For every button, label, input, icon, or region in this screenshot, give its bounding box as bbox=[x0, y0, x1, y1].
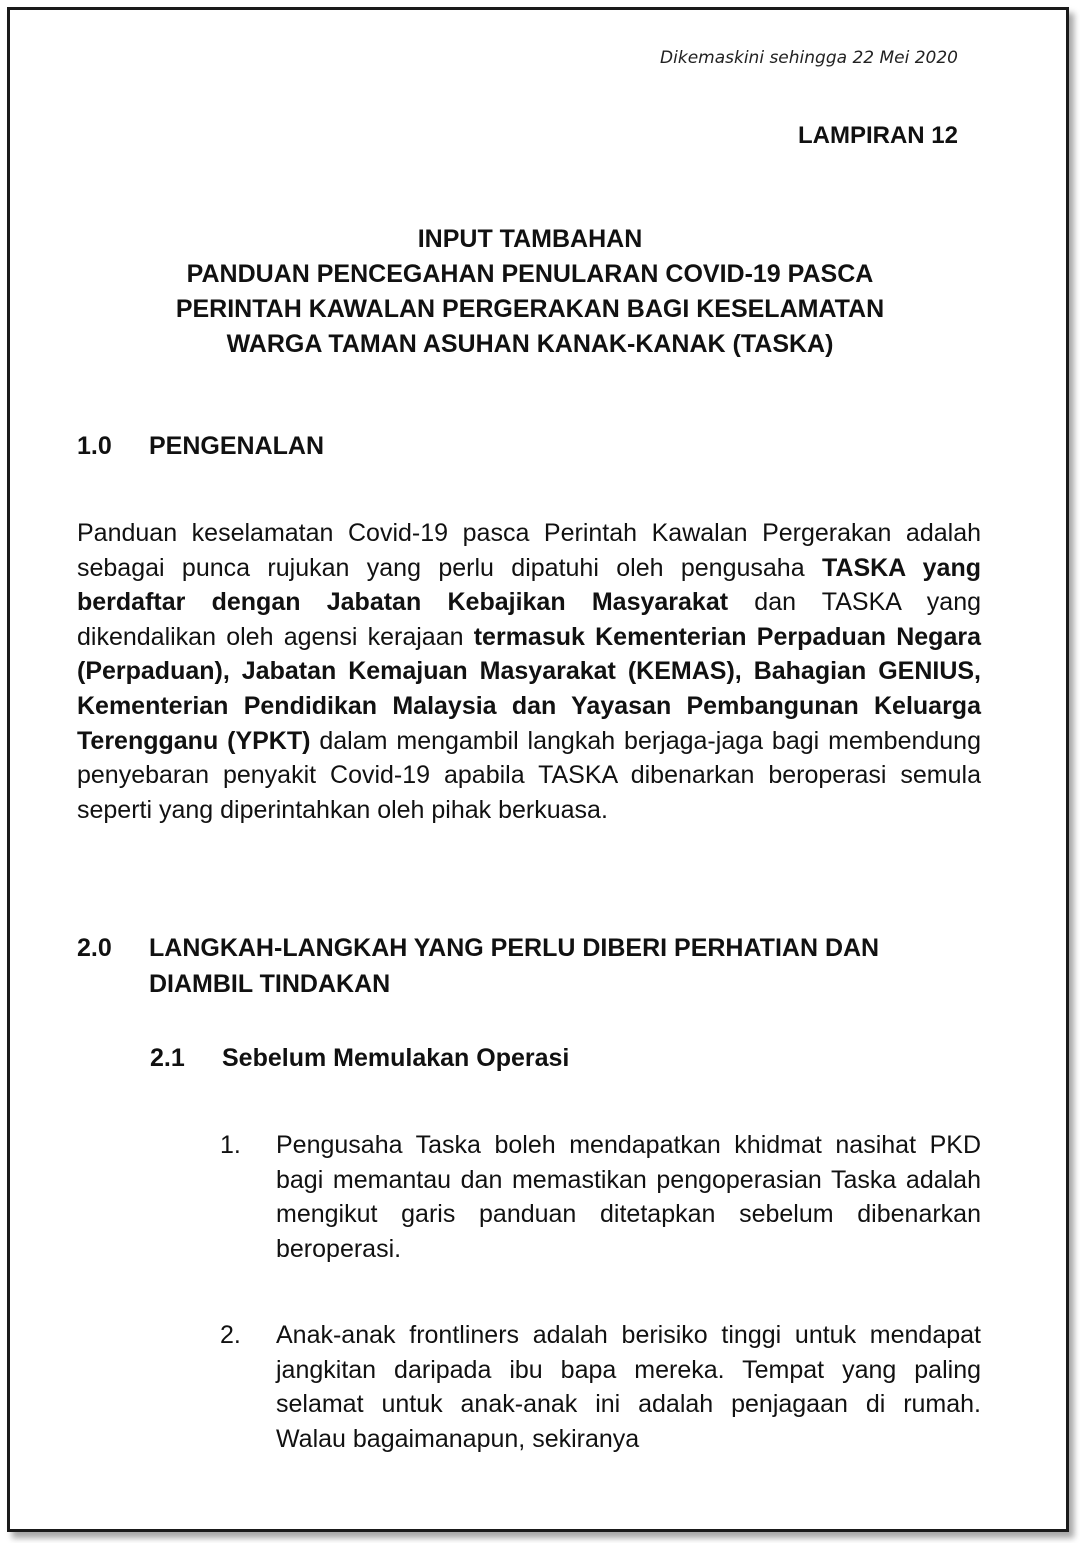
paragraph-text: dalam mengambil langkah berjaga-jaga bagi membendung penyebaran penyakit Covid-19 apabila TASKA dibenarkan beroperasi semula seperti yang diperintahkan oleh pihak berkuasa. bbox=[77, 726, 981, 824]
section-title: PENGENALAN bbox=[149, 432, 325, 460]
title-line: PANDUAN PENCEGAHAN PENULARAN COVID-19 PASCA bbox=[186, 260, 874, 288]
annex-label: LAMPIRAN 12 bbox=[797, 122, 958, 149]
intro-paragraph bbox=[77, 516, 981, 827]
subsection-heading bbox=[150, 1040, 850, 1080]
section-number: 2.0 bbox=[77, 934, 112, 962]
title-line: PERINTAH KAWALAN PERGERAKAN BAGI KESELAMATAN bbox=[175, 295, 885, 323]
subsection-title: Sebelum Memulakan Operasi bbox=[222, 1044, 570, 1072]
title-line: INPUT TAMBAHAN bbox=[417, 225, 643, 253]
list-item-number: 1. bbox=[220, 1131, 241, 1159]
paragraph-text: Panduan keselamatan Covid-19 pasca Perintah Kawalan Pergerakan adalah sebagai punca rujukan yang perlu dipatuhi oleh pengusaha bbox=[77, 519, 981, 582]
section-number: 1.0 bbox=[77, 432, 112, 460]
title-line: WARGA TAMAN ASUHAN KANAK-KANAK (TASKA) bbox=[226, 330, 834, 358]
document-page bbox=[7, 7, 1069, 1532]
paragraph-bold-text: TASKA yang berdaftar dengan Jabatan Kebajikan Masyarakat bbox=[77, 553, 982, 617]
list-item bbox=[220, 1318, 982, 1458]
list-item-text: Pengusaha Taska boleh mendapatkan khidmat nasihat PKD bagi memantau dan memastikan pengoperasian Taska adalah mengikut garis panduan ditetapkan sebelum dibenarkan beroperasi. bbox=[276, 1131, 981, 1263]
document-title bbox=[70, 222, 990, 362]
section-heading bbox=[77, 930, 981, 1010]
section-title: LANGKAH-LANGKAH YANG PERLU DIBERI PERHATIAN DAN DIAMBIL TINDAKAN bbox=[149, 934, 880, 998]
paragraph-bold-text: termasuk Kementerian Perpaduan Negara (Perpaduan), Jabatan Kemajuan Masyarakat (KEMAS), Bahagian GENIUS, Kementerian Pendidikan Malaysia dan Yayasan Pembangunan Keluarga Terengganu (YPKT) bbox=[77, 622, 981, 755]
paragraph-text: dan TASKA yang dikendalikan oleh agensi kerajaan bbox=[77, 588, 982, 651]
list-item bbox=[220, 1128, 982, 1268]
updated-date: Dikemaskini sehingga 22 Mei 2020 bbox=[660, 48, 958, 68]
section-heading bbox=[77, 428, 981, 468]
list-item-text: Anak-anak frontliners adalah berisiko tinggi untuk mendapat jangkitan daripada ibu bapa mereka. Tempat yang paling selamat untuk anak-anak ini adalah penjagaan di rumah. Walau bagaimanapun, sekiranya bbox=[276, 1321, 981, 1453]
list-item-number: 2. bbox=[220, 1321, 241, 1349]
subsection-number: 2.1 bbox=[150, 1044, 185, 1072]
